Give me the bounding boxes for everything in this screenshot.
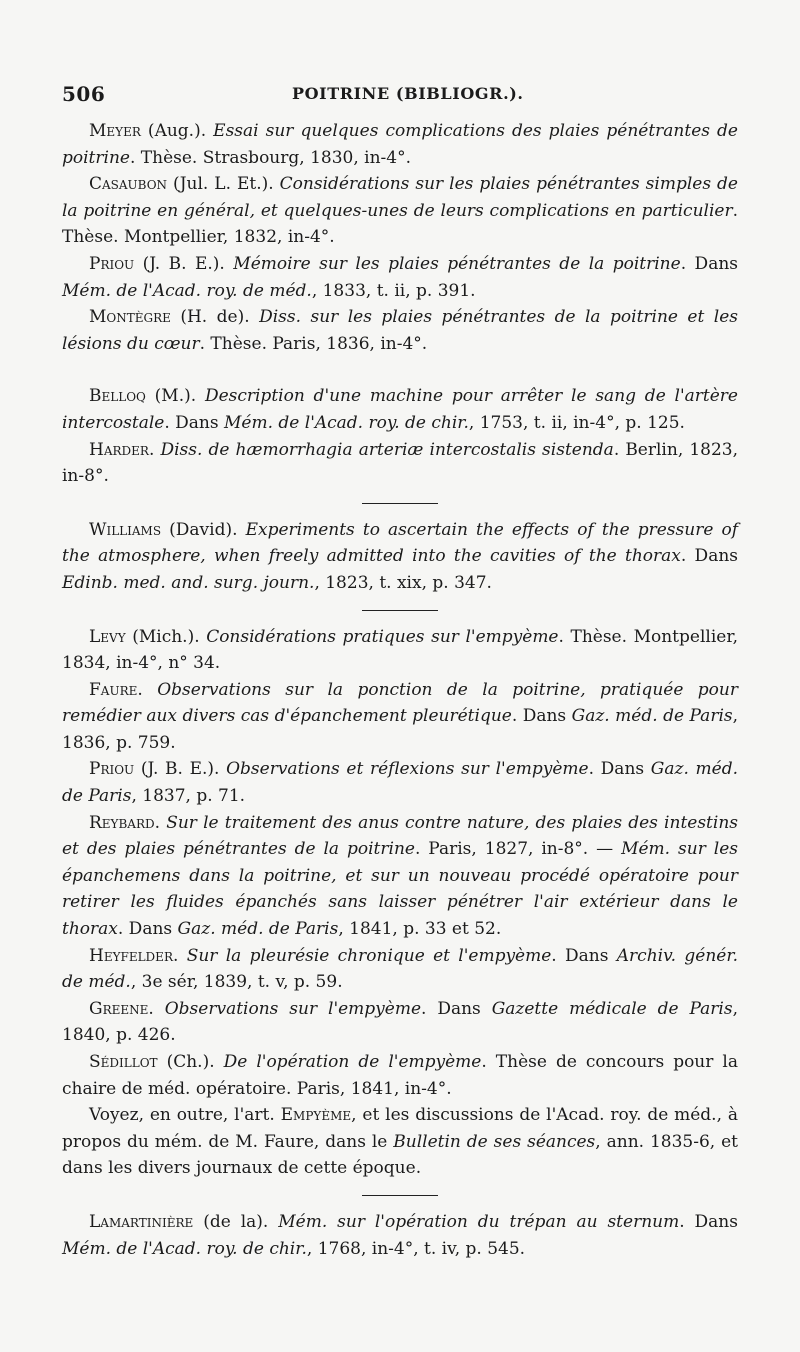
section-divider	[362, 503, 438, 504]
page-number: 506	[62, 82, 106, 106]
bib-entry-levy: Levy (Mich.). Considérations pratiques sur l'empyème. Thèse. Montpellier, 1834, in-4°, n° 34.	[62, 626, 738, 674]
bib-entry-montegre: Montègre (H. de). Diss. sur les plaies pénétrantes de la poitrine et les lésions du cœur. Thèse. Paris, 1836, in-4°.	[62, 307, 738, 354]
bibliography-content	[62, 118, 738, 1262]
bib-entry-reybard: Reybard. Sur le traitement des anus contre nature, des plaies des intestins et des plaies pénétrantes de la poitrine. Paris, 1827, in-8°. — Mém. sur les épanchemens dans la poitrine, et sur un nouveau procédé opératoire pour retirer les fluides épanchés sans laisser pénétrer l'air extérieur dans le thorax. Dans Gaz. méd. de Paris, 1841, p. 33 et 52.	[62, 812, 738, 940]
bib-entry-priou-1837: Priou (J. B. E.). Observations et réflexions sur l'empyème. Dans Gaz. méd. de Paris, 1837, p. 71.	[62, 759, 738, 807]
bib-entry-casaubon: Casaubon (Jul. L. Et.). Considérations sur les plaies pénétrantes simples de la poitrine en général, et quelques-unes de leurs complications en particulier. Thèse. Montpellier, 1832, in-4°.	[62, 174, 738, 248]
bib-entry-belloq: Belloq (M.). Description d'une machine pour arrêter le sang de l'artère intercostale. Dans Mém. de l'Acad. roy. de chir., 1753, t. ii, in-4°, p. 125.	[62, 386, 738, 433]
bib-entry-lamartiniere: Lamartinière (de la). Mém. sur l'opération du trépan au sternum. Dans Mém. de l'Acad. roy. de chir., 1768, in-4°, t. iv, p. 545.	[62, 1211, 738, 1259]
see-also-note: Voyez, en outre, l'art. Empyème, et les discussions de l'Acad. roy. de méd., à propos du mém. de M. Faure, dans le Bulletin de ses séances, ann. 1835-6, et dans les divers journaux de cette époque.	[62, 1105, 739, 1179]
section-divider	[362, 610, 438, 611]
page-header	[62, 82, 748, 112]
bib-entry-sedillot: Sédillot (Ch.). De l'opération de l'empyème. Thèse de concours pour la chaire de méd. opératoire. Paris, 1841, in-4°.	[62, 1052, 738, 1099]
bib-entry-priou-1833: Priou (J. B. E.). Mémoire sur les plaies pénétrantes de la poitrine. Dans Mém. de l'Acad. roy. de méd., 1833, t. ii, p. 391.	[62, 253, 738, 301]
section-divider	[362, 1195, 438, 1196]
bib-entry-williams: Williams (David). Experiments to ascertain the effects of the pressure of the atmosphere, when freely admitted into the cavities of the thorax. Dans Edinb. med. and. surg. journ., 1823, t. xix, p. 347.	[62, 519, 738, 593]
bib-entry-meyer: Meyer (Aug.). Essai sur quelques complications des plaies pénétrantes de poitrine. Thèse. Strasbourg, 1830, in-4°.	[62, 121, 738, 168]
bib-entry-faure: Faure. Observations sur la ponction de la poitrine, pratiquée pour remédier aux divers cas d'épanchement pleurétique. Dans Gaz. méd. de Paris, 1836, p. 759.	[62, 679, 739, 753]
running-title: POITRINE (BIBLIOGR.).	[292, 84, 524, 103]
bib-entry-greene: Greene. Observations sur l'empyème. Dans Gazette médicale de Paris, 1840, p. 426.	[62, 998, 738, 1046]
bib-entry-heyfelder: Heyfelder. Sur la pleurésie chronique et l'empyème. Dans Archiv. génér. de méd., 3e sér, 1839, t. v, p. 59.	[62, 945, 738, 993]
bib-entry-harder: Harder. Diss. de hæmorrhagia arteriæ intercostalis sistenda. Berlin, 1823, in-8°.	[62, 439, 738, 487]
